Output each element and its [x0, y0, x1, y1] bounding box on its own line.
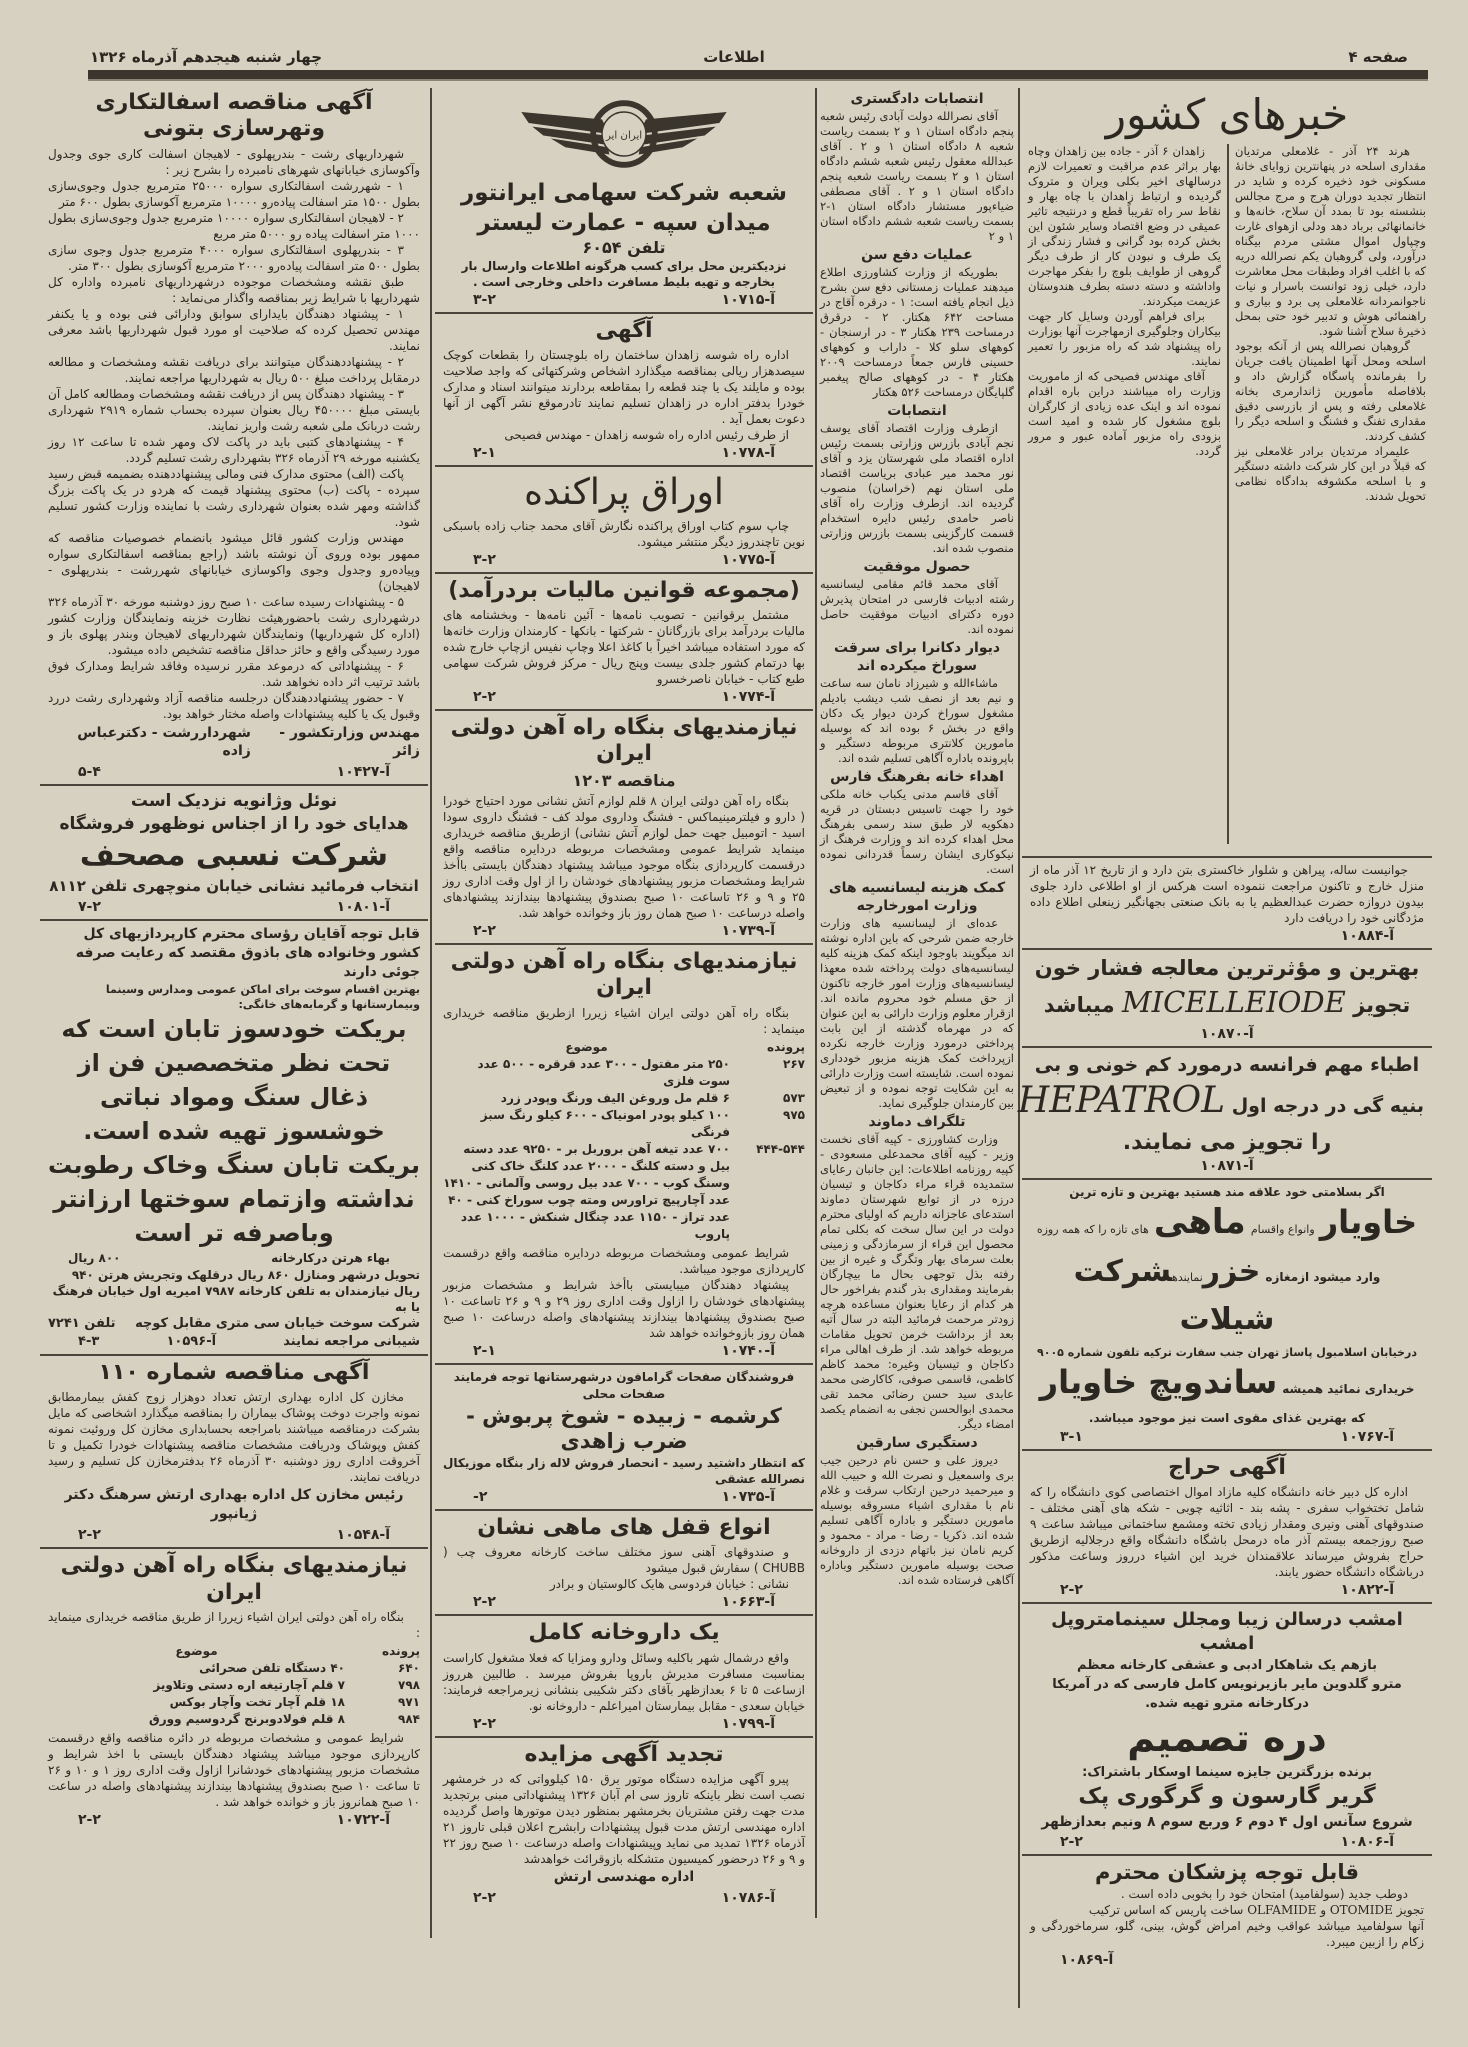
ad-text: تحویل درشهر ومنازل ۸۶۰ ریال درقلهک وتجریش هرتن ۹۴۰ ریال نیازمندان به تلفن کارخانه ۷۹۸۷ امیریه اول خیابان فرهنگ یا به — [52, 1267, 420, 1314]
article-paragraph: مخازن کل اداره بهداری ارتش تعداد دوهزار زوج کفش بیمارمطابق نمونه واجرت دوخت پوشاک بیماران را بمناقصه میگذارد اشخاصی که مایل بشرکت درمناقصه میباشند بامراجعه بحسابداری مخازن کل وروئیت نمونه کفش وپوشاک ودریافت مشخصات مناقصه پیشنهادات خودرا تکمیل و تا آخروقت اداری روز دوشنبه ۳۰ آذرماه ۲۶ بدفترمخازن کل تسلیم و رسید دریافت نمایند. — [48, 1390, 420, 1485]
file-number: ۹۷۱ — [398, 1694, 420, 1709]
ad-keyword: ساندویچ خاویار — [1039, 1363, 1278, 1401]
table-row — [48, 1660, 420, 1677]
news-body: دیروز علی و حسن نام درحین جیب بری واسمعیل و نصرت الله و حبیب الله و میرحمید درحین ارتکاب سرقت و غلام نام با مقداری اشیاء مسروقه بوسیله مامورین دستگیر و باداره آگاهی تسلیم شده اند. ذکریا - رضا - مراد - محمود و کریم نامان نیز باتهام دزدی از داروخانه صحت بوسیله مامورین دستگیر وباداره آگاهی فرستاده شده اند. — [820, 1453, 1014, 1587]
pharmacy-sale-ad — [435, 1616, 813, 1737]
article-title: انواع قفل های ماهی نشان — [477, 1514, 771, 1540]
item-description: ۶ قلم مل وروغن الیف ورنگ وپودر زرد — [500, 1090, 730, 1105]
company-name: شرکت نسبی مصحف — [79, 837, 389, 873]
news-body: آقای محمد قائم مقامی لیسانسیه رشته ادبیات فارسی در امتحان پذیرش دوره دکترای ادبیات موفقیت حاصل نموده اند. — [820, 577, 1014, 636]
ad-footer — [443, 1592, 805, 1611]
ad-text: تجویز — [1396, 1902, 1424, 1917]
table-row — [443, 1141, 805, 1243]
news-story — [1227, 144, 1432, 844]
file-number: ۹۷۵ — [783, 1107, 805, 1122]
ad-headline: بریکت خودسوز تابان است که تحت نظر متخصصین فن از ذغال سنگ ومواد نباتی خوشسوز تهیه شده است. — [61, 1014, 407, 1145]
ad-text: تجویز — [1353, 993, 1411, 1017]
column-divider — [430, 88, 432, 1938]
ad-code: آ-۱۰۷۴۰ — [721, 1342, 775, 1359]
ad-footer — [443, 687, 805, 706]
micelleiode-ad — [1022, 950, 1432, 1048]
railway-tender-ad — [435, 711, 813, 945]
ad-footer — [48, 762, 420, 781]
ad-text: مترو گلدوین مایر بازیرنویس کامل فارسی که در آمریکا — [1052, 1677, 1402, 1693]
ad-headline: کرشمه - زبیده - شوخ پربوش - ضرب زاهدی — [466, 1403, 782, 1453]
ad-text: بازهم یک شاهکار ادبی و عشقی کارخانه معظم — [1077, 1658, 1377, 1674]
ad-series: ۵-۴ — [78, 763, 101, 780]
article-paragraph: جوانیست ساله، پیراهن و شلوار خاکستری بتن دارد و از تاریخ ۱۲ آذر ماه از منزل خارج و تاکنون مراجعت ننموده است هرکس از او اطلاعی دارد جلوی بیدون دروازه حضرت عبدالعظیم یا به بانک صنعتی بجهانگیر زینعلی اطلاع داده مژدگانی خود را دریافت دارد — [1030, 863, 1424, 925]
news-headline: کمک هزینه لیسانسیه های وزارت امورخارجه — [828, 880, 1006, 914]
ad-series: ۲-۱ — [473, 1342, 496, 1359]
news-body: ازطرف وزارت اقتصاد آقای یوسف نجم آبادی بازرس وزارتی بسمت رئیس اداره اقتصاد ملی شهرستان یزد و آقای نور محمد میر عبادی بریاست اقتصاد ملی استان نهم (خراسان) منصوب گردیده اند. ازطرف وزارت راه آقای ناصر حامدی رئیس دایره استخدام قسمت کارگزینی بسمت بازرس وزارتی منصوب شده اند. — [820, 421, 1014, 555]
ad-text: نزدیکترین محل برای کسب هرگونه اطلاعات وارسال بار بخارجه و تهیه بلیط مسافرت داخلی وخارجی است . — [461, 259, 787, 289]
ad-text: شیبانی مراجعه نمایند — [283, 1333, 420, 1349]
price-label: بهاء هرتن درکارخانه — [271, 1250, 390, 1265]
road-tender-notice — [435, 314, 813, 467]
table-row — [48, 1694, 420, 1711]
company-address: درخیابان اسلامبول پاساژ تهران جنب سفارت ترکیه تلفون شماره ۹۰۰۵ — [1037, 1346, 1417, 1359]
ad-footer — [48, 1810, 420, 1829]
ad-code: آ-۱۰۷۷۵ — [721, 551, 775, 568]
ad-code: آ-۱۰۷۷۴ — [721, 688, 775, 705]
ad-text: برنده بزرگترین جایزه سینما اوسکار باشتراک: — [1082, 1765, 1372, 1781]
article-title: آگهی مناقصه اسفالتکاری وتهرسازی بتونی — [95, 90, 373, 142]
gift-shop-ad — [40, 786, 428, 921]
ad-text: و — [1320, 1902, 1326, 1917]
signature: مهندس وزارتکشور - زائر — [279, 724, 420, 759]
article-title: آگهی حراج — [1168, 1455, 1286, 1480]
ad-code: آ-۱۰۸۰۱ — [336, 898, 390, 915]
signatures — [48, 722, 420, 762]
ad-text: اگر بسلامتی خود علاقه مند هستید بهترین و تازه ترین — [1069, 1185, 1385, 1199]
ad-code: آ-۱۰۸۷۰ — [1200, 1026, 1254, 1042]
ad-code: آ-۱۰۵۴۸ — [336, 1527, 390, 1544]
ad-footer — [443, 921, 805, 940]
ad-code: آ-۱۰۷۲۲ — [336, 1811, 390, 1828]
doctors-notice-ad — [1022, 1856, 1432, 1971]
column-header: موضوع — [565, 1039, 608, 1054]
article-paragraph: چاپ سوم کتاب اوراق پراکنده نگارش آقای محمد جناب زاده باسبکی نوین تاچندروز دیگر منتشر میشود. — [443, 518, 805, 549]
article-title: اوراق پراکنده — [524, 472, 724, 514]
ad-series: ۲-۲ — [78, 1811, 101, 1828]
article-paragraph: گروهبان نصرالله پس از آنکه بوجود اسلحه ومحل آنها اطمینان یافت جریان را بفرمانده پاسگاه گزارش داد و بلافاصله مأمورین ژاندارمری بخانه غلامعلی رفته و پس از بازرسی دقیق مقداری تفنگ و فشنگ و اسلحه دیگر را کشف کردند. — [1235, 339, 1426, 443]
airline-ad — [435, 86, 813, 314]
company-address: انتخاب فرمائید نشانی خیابان منوچهری تلفن ۸۱۱۲ — [49, 876, 419, 895]
phone-number: تلفن ۷۲۴۱ — [48, 1315, 116, 1331]
item-description: ۴۰ دستگاه تلفن صحرائی — [199, 1660, 345, 1675]
ad-footer — [443, 1714, 805, 1733]
article-paragraph: آقای مهندس فصیحی که از ماموریت وزارت راه میباشند دراین باره اقدام نموده اند و اینک عده زیادی از کارگران بلوچ مشغول کار شده و امید است بزودی راه مزبور آماده عبور و مرور گردد. — [1028, 369, 1221, 458]
table-row — [443, 1090, 805, 1107]
ad-text: که بهترین غذای مقوی است نیز موجود میباشد. — [1088, 1411, 1366, 1425]
ad-code: آ-۱۰۷۱۵ — [721, 292, 775, 308]
ad-text: که انتظار داشتید رسید - انحصار فروش لاله زار بنگاه موزیکال نصرالله عشقی — [443, 1455, 805, 1486]
ad-text: وارد میشود ازمغازه — [1265, 1270, 1381, 1284]
national-news-section — [1022, 88, 1432, 858]
table-header — [443, 1039, 805, 1056]
article-paragraph: اداره کل دبیر خانه دانشگاه کلیه مازاد اموال اختصاصی کوی دانشگاه را که شامل تختخواب سفری - پشه بند - اثاثیه چوبی - شکه های آهنی مختلف - صندوقهای آهنی ونیری ومقدار زیادی تخته ومشمع ساختمانی میباشد ساعت ۹ صبح روزجمعه بیستم آذر ماه درمحل باشگاه دانشگاه واقع درجلالیه ازطریق حراج بفروش میرساند علاقمندان خرید این اشیاء درروز وساعت مذکور درباشگاه دانشگاه حضور یابند. — [1030, 1485, 1424, 1580]
gramophone-records-ad — [435, 1365, 813, 1511]
tax-law-book-ad — [435, 574, 813, 711]
newspaper-name: اطلاعات — [703, 48, 765, 66]
auction-renewal-ad — [435, 1738, 813, 1910]
article-title: نیازمندیهای بنگاه راه آهن دولتی ایران — [60, 1553, 408, 1605]
ad-text: نوئل وژانویه نزدیک است — [130, 790, 338, 811]
article-title: تجدید آگهی مزایده — [524, 1741, 724, 1767]
article-paragraph: مشتمل برقوانین - تصویب نامه‌ها - آئین نامه‌ها - وبخشنامه های مالیات بردرآمد برای بازرگانان - شرکتها - بانکها - کارمندان وزارت خانه‌ها که مورد استفاده میباشد اخیراً با کاغذ اعلا وچاپ نفیس ازچاپ خارج شده بها درتمام کشور جلدی بیست وپنج ریال - مرکز فروش شرکت سهامی طبع کتاب - خیابان ناصرخسرو — [443, 607, 805, 686]
ad-series: ۳-۲ — [473, 292, 496, 308]
items-table — [48, 1643, 420, 1728]
ad-footer — [443, 550, 805, 569]
right-column — [1017, 86, 1432, 1972]
ad-series: ۴-۳ — [78, 1333, 100, 1349]
drug-name: OLFAMIDE — [1247, 1902, 1317, 1917]
item-description: ۱۰۰ کیلو پودر امونیاک - ۶۰۰ کیلو رنگ سبز فرنگی — [480, 1107, 730, 1139]
table-row — [443, 1107, 805, 1141]
article-paragraph: ۶ - پیشنهاداتی که درموعد مقرر نرسیده وفاقد شرایط ومدارک فوق باشد ترتیب اثر داده نخواهد شد. — [48, 658, 420, 689]
article-paragraph: اداره راه شوسه زاهدان ساختمان راه بلوچستان را بقطعات کوچک سیصدهزار ریالی بمناقصه میگذارد اشخاص وشرکتهائی که واجد صلاحیت بوده و مایلند یک یا چند قطعه را بمقاطعه بردارند میتوانند اسناد و مدارک خودرا بدفتر اداره در زاهدان تسلیم نمایند تادرموقع نشر آگهی از آنها دعوت بعمل آید . — [443, 348, 805, 427]
article-paragraph: ۴ - پیشنهادهای کتبی باید در پاکت لاک ومهر شده تا ساعت ۱۲ روز یکشنبه مورخه ۲۹ آذرماه ۳۲۶ بشهرداری رشت تسلیم گردد. — [48, 434, 420, 465]
company-address: میدان سپه - عمارت لیستر — [477, 210, 771, 236]
ad-series: ۲-۲ — [473, 922, 496, 939]
ad-series: ۳-۱ — [1060, 1429, 1083, 1445]
ad-code: آ-۱۰۸۷۱ — [1200, 1158, 1254, 1174]
ad-headline: بریکت تابان سنگ وخاک رطوبت نداشته وازتمام سوختها ارزانتر وباصرفه تر است — [48, 1150, 420, 1247]
masthead-rule — [88, 70, 1428, 81]
section-title: خبرهای کشور — [1105, 90, 1349, 139]
article-paragraph: از طرف رئیس اداره راه شوسه زاهدان - مهندس فصیحی — [504, 428, 789, 443]
briquette-fuel-ad — [40, 921, 428, 1356]
ad-text: بنیه گی در درجه اول — [1231, 1095, 1424, 1117]
ad-series: ۳-۲ — [473, 551, 496, 568]
university-auction-ad — [1022, 1451, 1432, 1604]
ad-footer — [48, 1525, 420, 1544]
news-headline: حصول موفقیت — [863, 559, 971, 575]
missing-person-ad — [1022, 858, 1432, 950]
article-paragraph: مهندس وزارت کشور قائل میشود بانضمام خصوصیات مناقصه که ممهور بوده وروی آن نوشته باشد (راجع بمناقصه اسفالتکاری سواره وپیاده‌رو وجدول وجوی واکوسازی خیابانهای شهررشت - بندرپهلوی - لاهیجان) — [48, 530, 420, 593]
ad-text: آنها سولفامید میباشد عواقب وخیم امراض گوش، بینی، گلو، سرماخوردگی و زکام را ازبین میبرد. — [1030, 1918, 1424, 1949]
article-paragraph: پیرو آگهی مزایده دستگاه موتور برق ۱۵۰ کیلوواتی که در خرمشهر نصب است نظر باینکه تاروز سی ام آبان ۱۳۲۶ پیشنهاداتی مبنی برتجدید مدت جهت رفتن مشتریان بخرمشهر بمنظور دیدن موتورها واصل گردیده اداره مهندسی ارتش مدت قبول پیشنهادات رابشرح اعلان قبلی تاروز ۲۱ آذرماه ۱۳۲۶ تمدید می نماید وپیشنهادات واصله درساعت ۱۰ صبح روز ۲۲ و ۹ و ۲۶ درحضور کمیسیون متشکله بازوقرائت خواهدشد — [443, 1772, 806, 1867]
news-body: ماشاءالله و شیرزاد نامان سه ساعت و نیم بعد از نصف شب دیشب بادیلم مشغول سوراخ کردن دیوار یک دکان واقع در بخش ۶ بوده اند که بوسیله مامورین کلانتری مربوطه دستگیر و باپرونده باداره آگاهی تسلیم شده اند. — [820, 676, 1014, 765]
article-paragraph: واقع درشمال شهر باکلیه وسائل ودارو ومزایا که فعلا مشغول کاراست بمناسبت مسافرت مدیرش باروپا بفروش میرسد . طالبین هرروز ازساعت ۵ تا ۶ بعدازظهر بآقای دکتر شکیبی بنشانی زیرمراجعه فرمایند: خیابان سعدی - مقابل بیمارستان امیراعلم - داروخانه نو. — [443, 1650, 805, 1713]
ad-text: قابل توجه آقایان رؤسای محترم کارپردازیهای کل کشور وخانواده های باذوق مقتصد که رعایت صرفه جوئی دارند — [75, 925, 420, 980]
ad-text: میباشد — [1043, 993, 1115, 1017]
item-description: ۲۵۰ متر مفتول - ۳۰۰ عدد قرقره - ۵۰۰ عدد سوت فلزی — [477, 1056, 730, 1088]
item-description: ۱۸ قلم آچار تخت وآچار بوکس — [169, 1694, 345, 1709]
ad-series: ۲-۱ — [473, 445, 496, 462]
news-headline: اهداء خانه بفرهنگ فارس — [830, 769, 1004, 785]
showtimes: شروع سآنس اول ۴ دوم ۶ وربع سوم ۸ ونیم بعدازظهر — [1041, 1814, 1413, 1831]
ad-text: فروشندگان صفحات گرامافون درشهرستانها توجه فرمایند صفحات محلی — [453, 1369, 795, 1401]
ad-text: های تازه را که همه روزه — [1036, 1223, 1149, 1236]
article-paragraph: ۲ - پیشنهاددهندگان میتوانند برای دریافت نقشه ومشخصات و مطالعه درمقابل پرداخت مبلغ ۵۰۰ ریال به شهرداریها مراجعه نمایند. — [48, 354, 420, 385]
locks-ad — [435, 1511, 813, 1616]
article-paragraph: شرایط عمومی ومشخصات مربوطه دردایره مناقصه واقع درقسمت کارپردازی موجود میباشد. — [443, 1245, 805, 1276]
ad-text: دوطب جدید (سولفامید) امتحان خود را بخوبی داده است . — [1120, 1886, 1408, 1901]
ad-series: ۲-۲ — [78, 1527, 101, 1544]
items-table — [443, 1039, 805, 1243]
article-paragraph: بنگاه راه آهن دولتی ایران ۸ قلم لوازم آتش نشانی مورد احتیاج خودرا ( دارو و فیلترمینیماکس - فشنگ وداروی مولد کف - فشنگ داروی سودا اسید - اتومبیل جهت حمل لوازم آتش نشانی) ازطریق مناقصه خریداری مینماید شرایط عمومی ومشخصات مربوطه دردایره مناقصه واقع درقسمت کارپردازی بنگاه موجود میباشد پیشنهاد دهندگان بایستی باأخذ شرایط ومشخصات مزبور پیشنهادهای خودشان را از اول وقت اداری روز ۲۵ و ۹ و ۲۶ تاساعت ۱۰ صبح بصندوق پیشنهادها بیندازند پیشنهادهای واصله درساعت ۱۰ صبح همان روز باز وخوانده خواهد شد. — [443, 793, 805, 920]
ad-text: اطباء مهم فرانسه درمورد کم خونی و بی — [1034, 1054, 1420, 1076]
article-paragraph: پیشنهاد دهندگان میبایستی باأخذ شرایط و مشخصات مزبور پیشنهادهای خودشان را ازاول وقت اداری روز ۲۹ و ۹ و ۲۶ تاساعت ۱۰ صبح بصندوق پیشنهادها بیندازند پیشنهادهای واصله درساعت ۱۰ صبح همان روز بازوخوانده خواهد شد — [443, 1277, 805, 1340]
article-paragraph: ۱ - پیشنهاد دهندگان بایدارای سوابق ودارائی فنی بوده و یا یکنفر مهندس تحصیل کرده که صلاحیت او مورد قبول شهرداریها باشد معرفی نمایند. — [48, 306, 420, 353]
article-title: یک داروخانه کامل — [528, 1620, 720, 1646]
news-body: آقای نصرالله دولت آبادی رئیس شعبه پنجم دادگاه استان ۱ و ۲ بسمت ریاست شعبه ۸ دادگاه استان ۱ و ۲ . آقای عبدالله معقول رئیس شعبه ششم دادگاه استان ۱ و ۲ بسمت ریاست شعبه پنجم دادگاه استان ۱ و ۲ . آقای مصطفی ضیاءپور مستشار دادگاه استان ۱-۲ بسمت ریاست شعبه ششم دادگاه استان ۱ و ۲ — [820, 109, 1015, 243]
article-paragraph: برای فراهم آوردن وسایل کار جهت بیکاران وجلوگیری ازمهاجرت آنها بوزارت راه پیشنهاد شد که راه مزبور را تعمیر نمایند. — [1028, 309, 1221, 368]
article-title: (مجموعه قوانین مالیات بردرآمد) — [448, 577, 800, 603]
ad-text: درکارخانه مترو تهیه شده. — [1145, 1696, 1309, 1712]
article-paragraph: شهرداریهای رشت - بندرپهلوی - لاهیجان اسفالت کاری جوی وجدول وآکوسازی خیابانهای شهرهای نامبرده را بشرح زیر : — [48, 146, 420, 177]
file-number: ۲۶۷ — [783, 1056, 805, 1071]
news-body: آقای قاسم مدنی یکباب خانه ملکی خود را جهت تاسیس دبستان در قریه دهکویه لار طبق سند رسمی بفرهنگ محل اهداء کرده اند و وزارت فرهنگ از نیکوکاری ایشان رسماً قدردانی نموده است. — [820, 787, 1014, 876]
column-divider — [815, 88, 817, 1918]
file-number: ۹۸۴ — [398, 1711, 420, 1726]
book-ad — [435, 467, 813, 573]
article-paragraph: ۱ - شهررشت اسفالتکاری سواره ۲۵۰۰۰ مترمربع جدول وجوی‌سازی بطول ۱۵۰۰ متر اسفالت پیاده‌رو ۱۰۰۰۰ مترمربع آکوسازی بطول ۶۰۰ متر — [48, 178, 420, 209]
article-paragraph: نشانی : خیابان فردوسی هایک کالوستیان و برادر — [549, 1577, 789, 1592]
news-headline: انتصابات — [887, 403, 947, 419]
signature: شهرداررشت - دکترعباس زاده — [77, 724, 251, 759]
ad-footer — [443, 1888, 805, 1907]
film-title: دره تصمیم — [1127, 1716, 1327, 1761]
ad-code: آ-۱۰۷۳۵ — [721, 1488, 775, 1505]
ad-code: آ-۱۰۸۸۴ — [1340, 928, 1394, 944]
article-paragraph: ۳ - بندرپهلوی اسفالتکاری سواره ۴۰۰۰ مترمربع جدول وجوی سازی بطول ۵۰۰ متر اسفالت پیاده‌رو ۲۰۰۰ مترمربع آکوسازی بطول ۳۰۰ متر. — [48, 242, 420, 273]
file-number: ۵۷۳ — [783, 1090, 805, 1105]
drug-name: OTOMIDE — [1329, 1902, 1393, 1917]
article-paragraph: پاکت (الف) محتوی مدارک فنی ومالی پیشنهاددهنده بضمیمه قبض رسید سپرده - پاکت (ب) محتوی پیشنهاد قیمت که هردو در یک پاکت بزرگ گذاشته ومهر شده بعنوان شهرداری رشت با نماینده وزارت کشور تسلیم شود. — [48, 466, 420, 529]
table-row — [48, 1711, 420, 1728]
news-body: عده‌ای از لیسانسیه های وزارت خارجه ضمن شرحی که باین اداره نوشته اند میگویند باوجود اینکه کمک هزینه کلیه لیسانسیه‌های دولت پرداخته شده معهذا لیسانسیه‌های وزارت امور خارجه تاکنون از حق مسلم خود محروم مانده اند. ازقرار معلوم وزارت دارائی به این عنوان که در مهرماه گذشته از این بابت پرداختی درمورد وزارت خارجه نکرده ازپرداخت کمک هزینه مزبور خودداری نموده است. شایسته است وزارت دارائی به این شکایت توجه نموده و از تبعیض بین کارمندان جلوگیری نماید. — [820, 916, 1014, 1110]
ad-series: ۲-۲ — [473, 688, 496, 705]
article-paragraph: علیمراد مرتدیان برادر غلامعلی نیز که قبلاً در این کار شرکت داشته دستگیر و با اسلحه مکشوفه بدادگاه نظامی تحویل شدند. — [1235, 444, 1426, 503]
article-paragraph: ۵ - پیشنهادات رسیده ساعت ۱۰ صبح روز دوشنبه مورخه ۳۰ آذرماه ۳۲۶ درشهرداری رشت باحضورهیئت نظارت خزینه ونمایندگان وزارت کشور (اداره کل شهرداریها) ونمایندگان شهرداریهای لاهیجان وبندر پهلوی باز و مورد رسیدگی واقع و حائز حداقل مناقصه تشخیص داده میشود. — [48, 594, 420, 657]
ad-series: ۲-۲ — [473, 1890, 496, 1907]
news-briefs-column — [820, 88, 1014, 1588]
news-headline: تلگراف دماوند — [868, 1114, 966, 1130]
article-paragraph: شرایط عمومی و مشخصات مربوطه در دائره مناقصه واقع درقسمت کارپردازی موجود میباشد پیشنهاد دهندگان بایستی با اخذ شرایط و مشخصات مزبور پیشنهادهای خودشانرا ازاول وقت اداری روز ۱ و ۱۰ و ۲۶ تا ساعت ۱۰ صبح بصندوق پیشنهادها بیندازند پیشنهادهای واصله در ساعت ۱۰ صبح همانروز باز و خوانده خواهد شد . — [48, 1730, 421, 1809]
article-paragraph: ۷ - حضور پیشنهاددهندگان درجلسه مناقصه آزاد وشهرداری رشت دررد وقبول یک یا کلیه پیشنهادات واصله مختار خواهد بود. — [48, 690, 420, 721]
phone-number: تلفن ۶۰۵۴ — [582, 238, 666, 257]
company-name: شرکت شیلات — [1073, 1254, 1275, 1337]
ad-code: آ-۱۰۶۶۳ — [721, 1594, 775, 1611]
article-title: آگهی مناقصه شماره ۱۱۰ — [98, 1359, 370, 1385]
caviar-ad — [1022, 1180, 1432, 1451]
file-number: ۶۴۰ — [398, 1660, 420, 1675]
railway-tender-ad — [435, 945, 813, 1365]
item-description: ۷ قلم آچارتیغه اره دستی وتلاویز — [153, 1677, 345, 1692]
article-paragraph: زاهدان ۶ آذر - جاده بین زاهدان وچاه بهار براثر عدم مراقبت و تعمیرات لازم درسالهای اخیر بکلی ویران و متروک گردیده و ارتباط زاهدان با چاه بهار و نقاط سر راه تقریباً قطع و درنتیجه تاثیر عمیقی در وضع اقتصاد وسایر شئون این بخش کرده بود گرانی و فشار زندگی از یک طرف و نبودن کار از طرف دیگر گروهی از طوایف بلوچ را بفکر مهاجرت واداشته و دسته دسته بطرف هندوستان عزیمت میکردند. — [1028, 144, 1221, 308]
ad-headline: قابل توجه پزشکان محترم — [1095, 1860, 1359, 1885]
article-title: آگهی — [595, 318, 653, 343]
ad-footer — [443, 1341, 805, 1360]
news-headline: عملیات دفع سن — [861, 247, 973, 263]
left-column — [40, 86, 428, 1832]
ad-keyword: خزر — [1202, 1254, 1261, 1289]
news-headline: دیوار دکانرا برای سرقت سوراخ میکرده اند — [833, 640, 1001, 674]
company-name: شعبه شرکت سهامی ایرانتور — [461, 180, 787, 206]
ad-series: ۲-۲ — [1060, 1582, 1083, 1599]
article-paragraph: بنگاه راه آهن دولتی ایران اشیاء زیررا از طریق مناقصه خریداری مینماید : — [48, 1609, 420, 1640]
item-description: ۸ قلم فولادوبرنج گردوسیم وورق — [149, 1711, 345, 1726]
svg-text:ایران ایر: ایران ایر — [605, 129, 643, 142]
middle-column — [435, 86, 813, 1910]
ad-series: ۲- — [473, 1488, 488, 1505]
ad-code: آ-۱۰۸۶۹ — [1060, 1951, 1114, 1968]
article-paragraph: بنگاه راه آهن دولتی ایران اشیاء زیررا ازطریق مناقصه خریداری مینماید : — [443, 1005, 805, 1036]
ad-code: آ-۱۰۵۹۶ — [166, 1333, 217, 1349]
cinema-ad — [1022, 1604, 1432, 1856]
article-title: نیازمندیهای بنگاه راه آهن دولتی ایران — [450, 948, 798, 1001]
table-row — [443, 1056, 805, 1090]
ad-series: ۲-۲ — [473, 1594, 496, 1611]
file-number: ۷۹۸ — [398, 1677, 420, 1692]
article-paragraph: هرند ۲۴ آذر - غلامعلی مرتدیان مقداری اسلحه در پنهانترین زوایای خانهٔ مسکونی خود ذخیره کرده و شاید در انتظار تجدید دوران هرج و مرج مجالس بنشسته بود تا بمدد آن سلاح، خانه‌ها و خانمانهائی برباد دهد ودلی ازهوای غارت وچپاول اموال مشتی مردم بیگناه درآورد، ولی گروهبان یکم نصرالله دریه که با اغلب افراد وطبقات محل معاشرت دارد، خیلی زود توانست باسرار و نیات ناجوانمردانه غلامعلی پی برد و بیاری و راهنمائی هوش و تدبیر خود حتی بمحل ذخیرهٔ سلاح آشنا شود. — [1235, 144, 1426, 338]
ad-text: ساخت پاریس که اساس ترکیب — [1088, 1902, 1244, 1917]
brand-name: MICELLEIODE — [1121, 985, 1346, 1019]
hepatrol-ad — [1017, 1048, 1432, 1180]
column-header: پرونده — [382, 1643, 420, 1658]
ad-text: را تجویز می نمایند. — [1122, 1130, 1332, 1155]
ad-text: نماینده — [1172, 1271, 1203, 1284]
page-number: صفحه ۴ — [1348, 48, 1408, 66]
ad-text: هدایای خود را از اجناس نوظهور فروشگاه — [59, 813, 409, 834]
article-subtitle: مناقصه ۱۲۰۳ — [572, 770, 676, 790]
tender-110-ad — [40, 1356, 428, 1549]
article-paragraph: طبق نقشه ومشخصات موجوده درشهرداریهای نامبرده واداره کل شهرداریها با شرایط زیر بمناقصه واگذار می‌نماید : — [48, 274, 420, 305]
column-divider — [1018, 88, 1020, 2008]
news-body: بطوریکه از وزارت کشاورزی اطلاع میدهند عملیات زمستانی دفع سن بشرح ذیل انجام یافته است: ۱ - درقره آقاج در مساحت ۶۴۲ هکتار. ۲ - درقرق درمساحت ۲۳۹ هکتار ۳ - در ارسنجان - کوههای سلو کلا - داراب و کوههای حسینی فارس جمعاً درمساحت ۲۰۰۹ هکتار ۴ - در کوههای صالح پیغمبر گلپایگان درمساحت ۵۲۶ هکتار — [820, 265, 1015, 399]
article-paragraph: و صندوقهای آهنی سوز مختلف ساخت کارخانه معروف چب ( CHUBB ) سفارش قبول میشود — [443, 1545, 805, 1576]
brand-name: HEPATROL — [1017, 1080, 1226, 1121]
column-header: موضوع — [175, 1643, 218, 1658]
company-address: شرکت سوخت خیابان سی متری مقابل کوچه — [135, 1315, 420, 1331]
ad-footer — [1030, 1580, 1424, 1599]
ad-keyword: ماهی — [1153, 1202, 1246, 1242]
ad-series: ۲-۲ — [1060, 1834, 1083, 1851]
news-headline: دستگیری سارقین — [856, 1435, 978, 1451]
ad-code: آ-۱۰۷۹۹ — [721, 1715, 775, 1732]
column-header: پرونده — [767, 1039, 805, 1054]
article-paragraph: ۲ - لاهیجان اسفالتکاری سواره ۱۰۰۰۰ مترمربع جدول وجوی‌سازی بطول ۱۰۰۰ متر اسفالت پیاده رو ۵۰۰۰ متر مربع — [48, 210, 420, 241]
news-headline: انتصابات دادگستری — [850, 91, 984, 107]
table-row — [48, 1677, 420, 1694]
ad-code: آ-۱۰۷۳۹ — [721, 922, 775, 939]
ad-code: آ-۱۰۷۷۸ — [721, 445, 775, 462]
ad-text: بهترین اقسام سوخت برای اماکن عمومی ومدارس وسینما وبیمارستانها و گرمابه‌های خانگی: — [105, 982, 420, 1011]
railway-tender-ad — [40, 1549, 428, 1832]
ad-code: آ-۱۰۷۸۶ — [721, 1890, 775, 1907]
winged-logo-icon — [494, 90, 754, 178]
ad-code: آ-۱۰۸۲۲ — [1340, 1582, 1394, 1599]
signature: رئیس مخازن کل اداره بهداری ارتش سرهنگ دکتر ژیانپور — [64, 1487, 404, 1523]
ad-series: ۷-۲ — [78, 898, 101, 915]
film-stars: گریر گارسون و گرگوری پک — [1078, 1784, 1376, 1810]
ad-code: آ-۱۰۷۶۷ — [1340, 1429, 1394, 1445]
item-description: ۷۰۰ عدد تیغه آهن بروربل بر - ۹۲۵۰ عدد دسته بیل و دسته کلنگ - ۲۰۰۰ عدد کلنگ خاک کنی وسنگ کوب - ۷۰۰ عدد بیل روسی وآلمانی - ۱۴۱۰ عدد آچارپیچ تراورس ومته چوب سوراخ کنی - ۴۰ عدد تراز - ۱۱۵۰ عدد چنگال شنکش - ۱۰۰۰ عدد پاروب — [443, 1141, 730, 1241]
ad-footer — [443, 443, 805, 462]
ad-code: آ-۱۰۴۲۷ — [336, 763, 390, 780]
ad-text: خریداری نمائید همیشه — [1282, 1382, 1415, 1396]
ad-footer — [1030, 926, 1424, 945]
news-story — [1022, 144, 1227, 844]
ad-headline: امشب درسالن زیبا ومجلل سینمامتروپل امشب — [1051, 1609, 1403, 1655]
asphalt-tender-ad — [40, 86, 428, 786]
ad-headline: بهترین و مؤثرترین معالجه فشار خون — [1034, 956, 1420, 980]
issue-date: چهار شنبه هیجدهم آذرماه ۱۳۲۶ — [90, 48, 322, 66]
ad-code: آ-۱۰۸۰۶ — [1340, 1834, 1394, 1851]
article-title: نیازمندیهای بنگاه راه آهن دولتی ایران — [450, 714, 798, 767]
price-value: ۸۰۰ ریال — [68, 1250, 121, 1265]
signature: اداره مهندسی ارتش — [553, 1869, 695, 1886]
ad-text: وانواع واقسام — [1250, 1223, 1315, 1236]
ad-keyword: خاویار — [1319, 1203, 1418, 1241]
table-header — [48, 1643, 420, 1660]
file-number: ۴۴۴-۵۴۴ — [756, 1141, 805, 1156]
news-body: وزارت کشاورزی - کپیه آقای نخست وزیر - کپیه آقای محمدعلی مسعودی - کپیه روزنامه اطلاعات: این جانبان رعایای ستمدیده قراء مراء دکاجان و تیسیان درزه در از توابع شهرستان دماوند استدعای عاجزانه داریم که اولیای محترم دولت در این سال سخت که بکلی تمام محصول این قراء از سرمازدگی و زمینی بعلت سرمای بهار وتگرگ و غیره از بین رفته بذل توجهی بحال ما بیچارگان بفرمایند ومقداری بذر گندم بفراخور حال هر کدام از رعایا بعنوان مساعده هرچه زودتر مرحمت فرمائید البته در سال آتیه بعد از برداشت خرمن تحویل مقامات مربوطه خواهد شد. از طرف اهالی مراء دکاجان و تیسیان وغیره: محمد کاظم کاظمی، قاسمی صوفی، کاکارضی محمد عابدی سید حسن رضائی محمد تقی محمدی ابوالحسن نجفی به انضمام یکصد امضاء دیگر. — [820, 1132, 1014, 1431]
article-paragraph: ۳ - پیشنهاد دهندگان پس از دریافت نقشه ومشخصات ومطالعه کامل آن بایستی مبلغ ۴۵۰۰۰۰ ریال بعنوان سپرده بحساب شماره ۲۹۱۹ شهرداری رشت دربانک ملی شعبه رشت واریز نمایند. — [48, 386, 421, 433]
ad-series: ۲-۲ — [473, 1715, 496, 1732]
